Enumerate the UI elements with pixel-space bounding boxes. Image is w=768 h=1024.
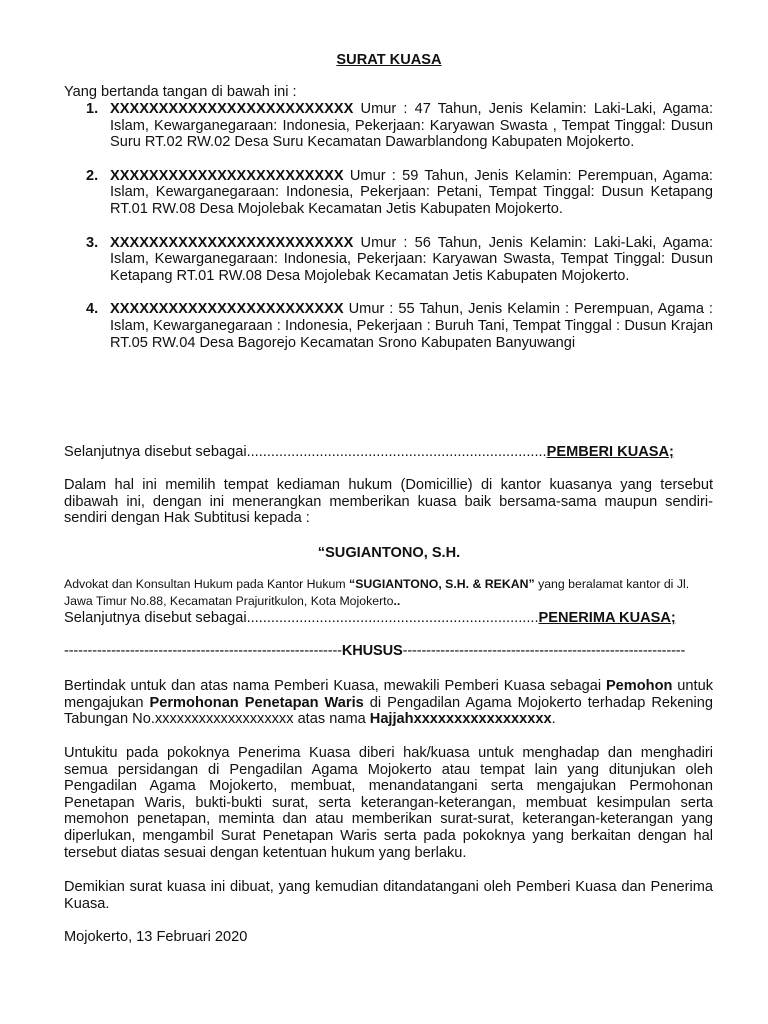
pemberi-kuasa-line <box>64 444 713 461</box>
penerima-kuasa-label: PENERIMA KUASA; <box>538 610 676 626</box>
penerima-kuasa-line <box>64 610 713 627</box>
party-name: XXXXXXXXXXXXXXXXXXXXXXXX <box>110 167 344 184</box>
account-holder-name: Hajjahxxxxxxxxxxxxxxxxx <box>369 711 552 728</box>
advokat-text-end: .. <box>393 594 401 608</box>
party-number: 1. <box>86 101 99 117</box>
pemberi-dots: .......................................................................... <box>246 444 547 460</box>
party-details: Umur : 56 Tahun, Jenis Kelamin: Laki-Laki, Agama: Islam, Kewarganegaraan: Indonesia, Pekerjaan: Karyawan Swasta, Tempat Tinggal: Dusun Ketapang RT.01 RW.08 Desa Mojolebak Kecamatan Jetis Kabupaten Mojokerto. <box>110 234 713 284</box>
party-name: XXXXXXXXXXXXXXXXXXXXXXXX <box>110 301 344 318</box>
party-number: 2. <box>86 167 99 184</box>
demikian-paragraph: Demikian surat kuasa ini dibuat, yang kemudian ditandatangani oleh Pemberi Kuasa dan Penerima Kuasa. <box>64 879 713 912</box>
intro-text: Yang bertanda tangan di bawah ini : <box>64 84 297 100</box>
bertindak-text: di Pengadilan Agama Mojokerto terhadap Rekening Tabungan No.xxxxxxxxxxxxxxxxxxx atas nama <box>64 694 713 728</box>
pemberi-kuasa-label: PEMBERI KUASA; <box>546 444 674 460</box>
place-date: Mojokerto, 13 Februari 2020 <box>64 929 248 945</box>
penerima-prefix: Selanjutnya disebut sebagai <box>64 610 247 626</box>
party-details: Umur : 59 Tahun, Jenis Kelamin: Perempuan, Agama: Islam, Kewarganegaraan: Indonesia, Pekerjaan: Petani, Tempat Tinggal: Dusun Ketapang RT.01 RW.08 Desa Mojolebak Kecamatan Jetis Kabupaten Mojokerto. <box>110 167 713 217</box>
party-item <box>64 235 713 285</box>
khusus-divider <box>64 643 713 660</box>
law-firm-name: “SUGIANTONO, S.H. & REKAN” <box>349 577 535 591</box>
khusus-label: KHUSUS <box>341 643 403 659</box>
party-name: XXXXXXXXXXXXXXXXXXXXXXXXX <box>110 234 354 251</box>
bertindak-text: untuk mengajukan <box>64 678 713 711</box>
permohonan-term: Permohonan Penetapan Waris <box>149 694 364 711</box>
untukitu-paragraph: Untukitu pada pokoknya Penerima Kuasa diberi hak/kuasa untuk menghadap dan menghadiri semua persidangan di Pengadilan Agama Mojokerto atau tempat lain yang ditunjukan oleh Pengadilan Agama Mojokerto, membuat, menandatangani serta mengajukan Permohonan Penetapan Waris, bukti-bukti surat, serta keterangan-keterangan, membuat kesimpulan serta memohon penetapan, meminta dan atau memberikan surat-surat, keterangan-keterangan yang diperlukan, mengambil Surat Penetapan Waris serta pada pokoknya yang berkaitan dengan hal tersebut diatas sesuai dengan ketentuan hukum yang berlaku. <box>64 745 713 861</box>
party-name: XXXXXXXXXXXXXXXXXXXXXXXXX <box>110 101 354 117</box>
bertindak-text: . <box>551 711 556 728</box>
advokat-paragraph <box>64 576 714 610</box>
party-number: 4. <box>86 301 99 318</box>
advokat-text-after: yang beralamat kantor di Jl. Jawa Timur No.88, Kecamatan Prajuritkulon, Kota Mojokerto <box>64 577 690 608</box>
bertindak-text: Bertindak untuk dan atas nama Pemberi Kuasa, mewakili Pemberi Kuasa sebagai <box>64 678 606 694</box>
pemberi-prefix: Selanjutnya disebut sebagai <box>64 444 247 460</box>
document-title: SURAT KUASA <box>336 52 442 68</box>
party-details: Umur : 55 Tahun, Jenis Kelamin : Perempuan, Agama : Islam, Kewarganegaraan : Indonesia, Pekerjaan : Buruh Tani, Tempat Tinggal : Dusun Krajan RT.05 RW.04 Desa Bagorejo Kecamatan Srono Kabupaten Banyuwangi <box>110 301 713 351</box>
party-item <box>64 301 713 351</box>
advokat-text-before: Advokat dan Konsultan Hukum pada Kantor Hukum <box>64 577 350 591</box>
domicile-paragraph: Dalam hal ini memilih tempat kediaman hukum (Domicillie) di kantor kuasanya yang tersebut dibawah ini, dengan ini menerangkan memberikan kuasa baik bersama-sama maupun sendiri-sendiri dengan Hak Subtitusi kepada : <box>64 477 713 527</box>
party-item <box>64 101 713 151</box>
penerima-dots: ........................................................................ <box>246 610 539 626</box>
party-number: 3. <box>86 234 99 251</box>
recipient-name: “SUGIANTONO, S.H. <box>317 545 461 561</box>
party-item <box>64 168 713 218</box>
party-details: Umur : 47 Tahun, Jenis Kelamin: Laki-Laki, Agama: Islam, Kewarganegaraan: Indonesia, Pekerjaan: Karyawan Swasta , Tempat Tinggal: Dusun Suru RT.02 RW.02 Desa Suru Kecamatan Dawarblandong Kabupaten Mojokerto. <box>110 101 713 151</box>
bertindak-paragraph <box>64 678 713 728</box>
divider-left: ----------------------------------------------------------- <box>64 643 342 659</box>
parties-list <box>64 101 713 368</box>
pemohon-term: Pemohon <box>605 678 673 694</box>
divider-right: ------------------------------------------------------------ <box>402 643 686 659</box>
